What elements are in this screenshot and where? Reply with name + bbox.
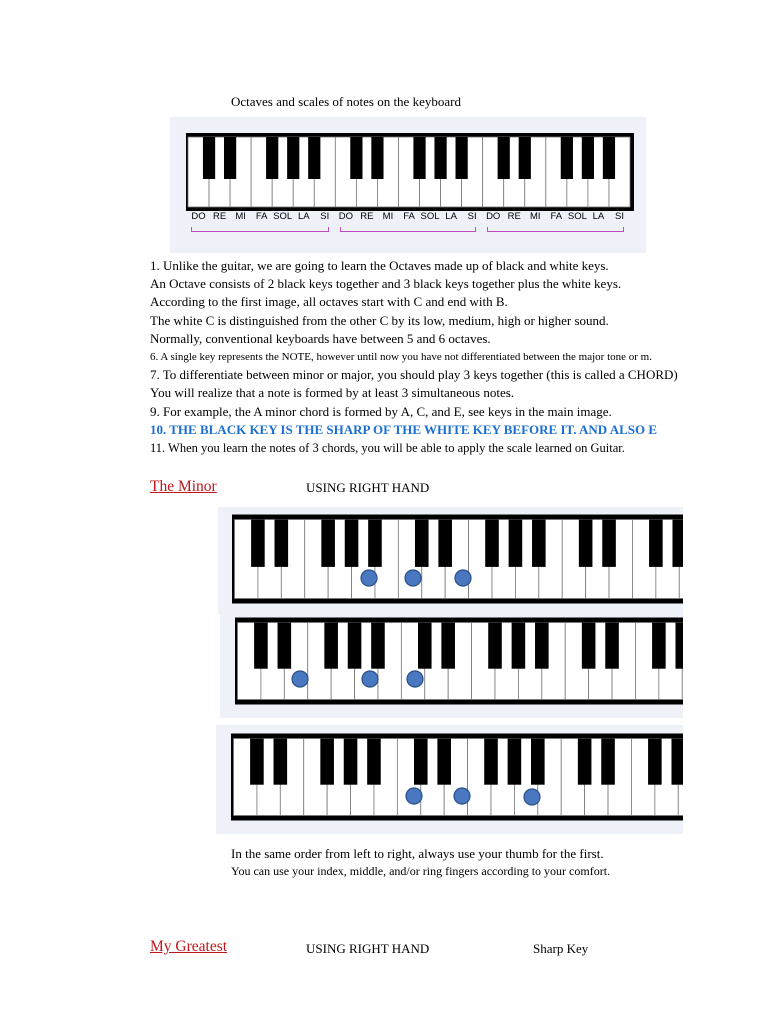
note-label: SOL bbox=[273, 211, 293, 222]
note-label: MI bbox=[235, 211, 246, 222]
note-label: DO bbox=[338, 211, 353, 222]
keyboard bbox=[231, 736, 751, 818]
black-key bbox=[320, 739, 334, 785]
note-label: LA bbox=[592, 211, 605, 222]
black-key bbox=[251, 520, 265, 567]
black-key bbox=[371, 623, 385, 669]
note-label: LA bbox=[297, 211, 310, 222]
black-key bbox=[509, 520, 523, 567]
keyboard bbox=[232, 517, 752, 601]
black-key bbox=[695, 739, 709, 785]
note-label: SOL bbox=[567, 211, 587, 222]
black-key bbox=[250, 739, 264, 785]
black-key bbox=[274, 739, 288, 785]
black-key bbox=[579, 520, 593, 567]
note-label: RE bbox=[507, 211, 521, 222]
black-key bbox=[437, 739, 451, 785]
black-key bbox=[675, 623, 689, 669]
sharp-key-label: Sharp Key bbox=[533, 941, 589, 956]
black-key bbox=[648, 739, 662, 785]
paragraph-line: 9. For example, the A minor chord is formed by A, C, and E, see keys in the main image. bbox=[150, 403, 612, 419]
note-label: SOL bbox=[420, 211, 440, 222]
black-key bbox=[531, 739, 545, 785]
black-key bbox=[696, 520, 710, 567]
black-key bbox=[652, 623, 666, 669]
chord-marker bbox=[407, 671, 423, 687]
black-key bbox=[649, 520, 663, 567]
paragraph-line: 1. Unlike the guitar, we are going to learn the Octaves made up of black and white keys. bbox=[150, 258, 609, 273]
page-title: Octaves and scales of notes on the keyboard bbox=[231, 94, 461, 109]
white-key bbox=[682, 623, 705, 700]
black-key bbox=[484, 739, 498, 785]
note-label: LA bbox=[445, 211, 457, 222]
paragraph-line: According to the first image, all octaves start with C and end with B. bbox=[150, 294, 508, 310]
note-label: MI bbox=[382, 211, 394, 222]
right-hand-label: USING RIGHT HAND bbox=[306, 480, 430, 495]
chord-marker bbox=[362, 671, 378, 687]
chord-marker bbox=[361, 570, 377, 586]
note-label: RE bbox=[212, 211, 227, 222]
note-label: DO bbox=[191, 211, 206, 222]
black-key bbox=[535, 623, 549, 669]
paragraph-line: Normally, conventional keyboards have between 5 and 6 octaves. bbox=[150, 330, 491, 346]
note-label: DO bbox=[486, 211, 501, 222]
black-key bbox=[368, 520, 382, 567]
black-key bbox=[601, 739, 615, 785]
note-label: SI bbox=[320, 211, 330, 222]
note-label: FA bbox=[550, 211, 563, 222]
minor-heading: The Minor bbox=[150, 478, 217, 495]
black-key bbox=[367, 739, 381, 785]
black-key bbox=[532, 520, 546, 567]
black-key bbox=[254, 623, 268, 669]
white-key bbox=[725, 739, 748, 816]
black-key bbox=[512, 623, 526, 669]
white-key bbox=[706, 623, 729, 700]
black-key bbox=[344, 739, 358, 785]
black-key bbox=[582, 623, 596, 669]
paragraph-line: 7. To differentiate between minor or major, you should play 3 keys together (this is called a CHORD) bbox=[150, 367, 678, 383]
instruction-line: You can use your index, middle, and/or ring fingers according to your comfort. bbox=[231, 864, 611, 878]
chord-marker bbox=[292, 671, 308, 687]
note-label: RE bbox=[360, 211, 374, 222]
keyboard bbox=[235, 620, 755, 702]
black-key bbox=[415, 520, 429, 567]
white-key bbox=[703, 520, 726, 599]
paragraph-line: You will realize that a note is formed by at least 3 simultaneous notes. bbox=[150, 385, 515, 401]
note-label: SI bbox=[467, 211, 477, 222]
black-key bbox=[324, 623, 338, 669]
chord-marker bbox=[455, 570, 471, 586]
black-key bbox=[699, 623, 713, 669]
black-key bbox=[605, 623, 619, 669]
greatest-heading: My Greatest bbox=[150, 938, 228, 955]
white-key bbox=[702, 739, 725, 816]
note-label: MI bbox=[530, 211, 541, 222]
black-key bbox=[414, 739, 428, 785]
paragraph-line: An Octave consists of 2 black keys together and 3 black keys together plus the white keys. bbox=[150, 276, 622, 292]
black-key bbox=[438, 520, 452, 567]
black-key bbox=[671, 739, 685, 785]
black-key bbox=[488, 623, 502, 669]
black-key bbox=[578, 739, 592, 785]
black-key bbox=[485, 520, 499, 567]
black-key bbox=[602, 520, 616, 567]
white-key bbox=[726, 520, 749, 599]
note-label: FA bbox=[255, 211, 268, 222]
note-label: FA bbox=[403, 211, 415, 222]
paragraph-line: The white C is distinguished from the other C by its low, medium, high or higher sound. bbox=[150, 312, 609, 328]
paragraph-line: 11. When you learn the notes of 3 chords, you will be able to apply the scale learned on Guitar. bbox=[150, 441, 625, 456]
black-key bbox=[418, 623, 432, 669]
white-key bbox=[729, 623, 752, 700]
chord-marker bbox=[524, 789, 540, 805]
black-key bbox=[508, 739, 522, 785]
black-key bbox=[441, 623, 455, 669]
note-label: SI bbox=[614, 211, 624, 222]
chord-marker bbox=[406, 788, 422, 804]
black-key bbox=[275, 520, 289, 567]
instruction-line: In the same order from left to right, always use your thumb for the first. bbox=[231, 846, 604, 861]
chord-marker bbox=[405, 570, 421, 586]
chord-marker bbox=[454, 788, 470, 804]
black-key bbox=[672, 520, 686, 567]
paragraph-line: 6. A single key represents the NOTE, however until now you have not differentiated between the major tone or m. bbox=[150, 351, 652, 364]
black-key bbox=[348, 623, 362, 669]
black-key bbox=[321, 520, 335, 567]
black-key bbox=[345, 520, 359, 567]
right-hand-label: USING RIGHT HAND bbox=[306, 941, 430, 956]
sharp-key-rule: 10. THE BLACK KEY IS THE SHARP OF THE WHITE KEY BEFORE IT. AND ALSO E bbox=[150, 421, 658, 437]
black-key bbox=[278, 623, 292, 669]
